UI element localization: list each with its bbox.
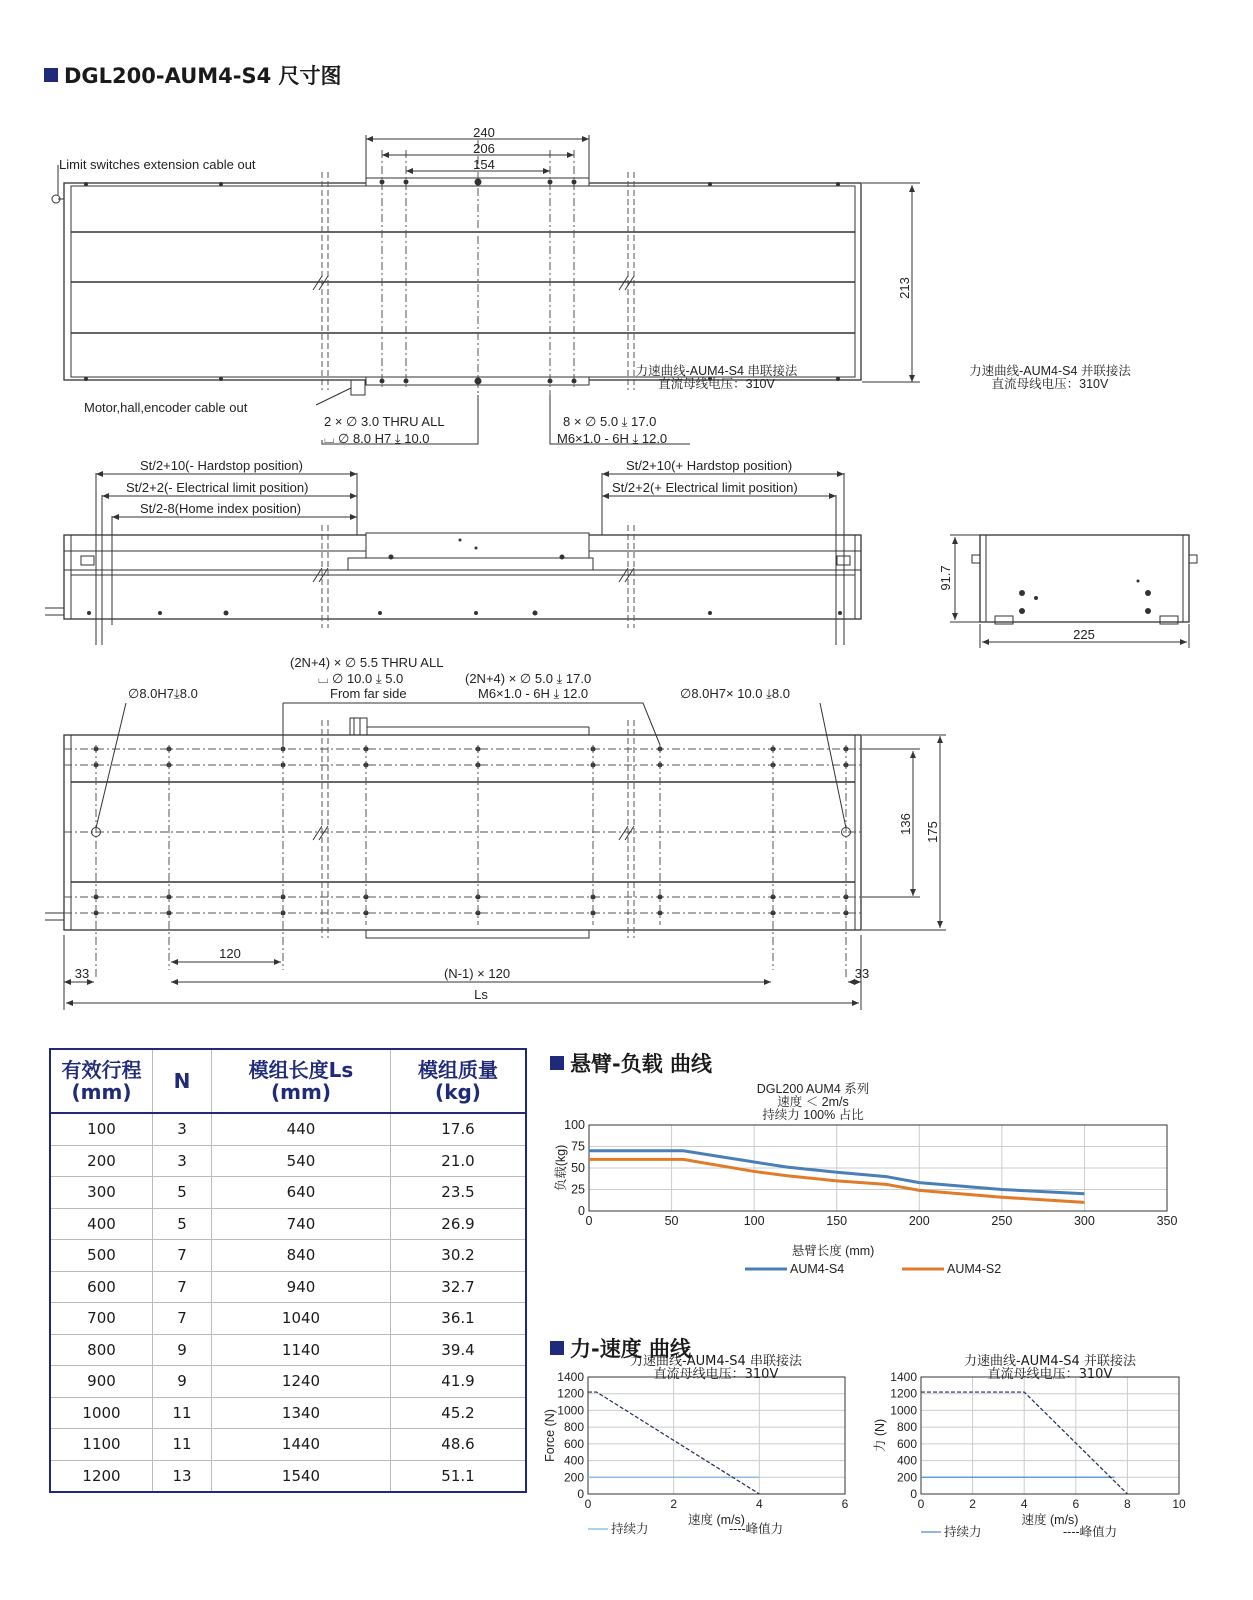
x-tick-label: 6 [1072, 1497, 1080, 1511]
y-axis-label: 负载(kg) [554, 1144, 568, 1192]
dim-ls: Ls [474, 987, 488, 1002]
chart-title: DGL200 AUM4 系列 [756, 1082, 870, 1096]
table-cell: 26.9 [391, 1208, 527, 1240]
x-axis-label: 悬臂长度 (mm) [791, 1244, 875, 1258]
table-cell: 400 [50, 1208, 153, 1240]
neg-hardstop-label: St/2+10(- Hardstop position) [140, 458, 303, 473]
note-tap-a: (2N+4) × ∅ 5.0 ⤓ 17.0 [465, 671, 592, 686]
table-row [50, 1271, 526, 1303]
note-thru-b: ⌴ ∅ 10.0 ⤓ 5.0 [318, 671, 404, 686]
chart-subtitle: 直流母线电压：310V [991, 377, 1109, 391]
legend-label: ----峰值力 [1063, 1525, 1118, 1539]
table-cell: 32.7 [391, 1271, 527, 1303]
y-tick-label: 0 [577, 1487, 584, 1501]
y-tick-label: 600 [896, 1436, 917, 1451]
x-tick-label: 4 [755, 1497, 763, 1511]
x-tick-label: 6 [841, 1497, 849, 1511]
force-section-title: 力-速度 曲线 [550, 1333, 691, 1363]
table-cell: 36.1 [391, 1303, 527, 1335]
dim-240: 240 [473, 125, 495, 140]
table-cell: 11 [153, 1429, 212, 1461]
y-axis-label: Force (N) [543, 1409, 557, 1462]
note-thru-c: From far side [330, 686, 407, 701]
force-chart-title: 力速曲线-AUM4-S4 串联接法 [630, 1354, 802, 1369]
top-view [52, 135, 920, 444]
neg-elec-label: St/2+2(- Electrical limit position) [126, 480, 309, 495]
bullet-square-icon [550, 1056, 564, 1070]
header-n: N [153, 1049, 212, 1113]
table-cell: 1140 [212, 1334, 391, 1366]
spec-table [49, 1048, 527, 1493]
legend-label: 持续力 [944, 1525, 982, 1539]
note-left: ∅8.0H7⤓8.0 [128, 686, 198, 701]
table-cell: 23.5 [391, 1177, 527, 1209]
chart-title: 力速曲线-AUM4-S4 并联接法 [969, 364, 1131, 378]
y-tick-label: 25 [571, 1182, 585, 1197]
y-tick-label: 1200 [890, 1386, 917, 1401]
table-cell: 700 [50, 1303, 153, 1335]
table-row [50, 1303, 526, 1335]
note-tap-b: M6×1.0 - 6H ⤓ 12.0 [478, 686, 589, 701]
y-tick-label: 600 [563, 1436, 584, 1451]
table-cell: 5 [153, 1208, 212, 1240]
hole-note-2a: 8 × ∅ 5.0 ⤓ 17.0 [563, 414, 657, 429]
table-cell: 740 [212, 1208, 391, 1240]
y-tick-label: 800 [563, 1420, 584, 1435]
table-cell: 9 [153, 1366, 212, 1398]
hole-note-1a: 2 × ∅ 3.0 THRU ALL [324, 414, 445, 429]
x-tick-label: 0 [584, 1497, 592, 1511]
y-tick-label: 400 [563, 1453, 584, 1468]
table-cell: 200 [50, 1145, 153, 1177]
chart-subtitle: 持续力 100% 占比 [762, 1108, 864, 1122]
pos-elec-label: St/2+2(+ Electrical limit position) [612, 480, 798, 495]
page-title: DGL200-AUM4-S4 尺寸图 [44, 60, 342, 90]
table-cell: 540 [212, 1145, 391, 1177]
cantilever-section-title: 悬臂-负载 曲线 [550, 1048, 712, 1078]
y-tick-label: 400 [896, 1453, 917, 1468]
x-tick-label: 8 [1124, 1497, 1131, 1511]
dim-206: 206 [473, 141, 495, 156]
x-tick-label: 50 [664, 1214, 679, 1228]
dim-154: 154 [473, 157, 495, 172]
table-row [50, 1334, 526, 1366]
chart-subtitle: 速度 ＜ 2m/s [777, 1095, 849, 1109]
table-cell: 1240 [212, 1366, 391, 1398]
force-chart-subtitle: 直流母线电压：310V [653, 1367, 779, 1382]
x-tick-label: 100 [743, 1214, 765, 1228]
legend-label: ----峰值力 [729, 1522, 784, 1536]
table-cell: 21.0 [391, 1145, 527, 1177]
pos-hardstop-label: St/2+10(+ Hardstop position) [626, 458, 793, 473]
table-cell: 640 [212, 1177, 391, 1209]
table-cell: 300 [50, 1177, 153, 1209]
y-tick-label: 50 [571, 1161, 585, 1175]
x-tick-label: 4 [1020, 1497, 1028, 1511]
x-tick-label: 200 [908, 1214, 930, 1228]
x-tick-label: 2 [670, 1497, 678, 1511]
x-tick-label: 350 [1156, 1214, 1178, 1228]
table-row [50, 1177, 526, 1209]
legend-label: AUM4-S2 [947, 1262, 1002, 1276]
y-tick-label: 200 [896, 1470, 917, 1485]
dim-91-7: 91.7 [938, 565, 953, 591]
bullet-square-icon [550, 1341, 564, 1355]
y-tick-label: 800 [896, 1420, 917, 1435]
home-index-label: St/2-8(Home index position) [140, 501, 302, 516]
table-cell: 13 [153, 1460, 212, 1492]
table-cell: 100 [50, 1113, 153, 1145]
bottom-view [45, 703, 946, 1010]
dim-33-left: 33 [74, 966, 90, 981]
y-tick-label: 200 [563, 1470, 584, 1485]
legend-label: 持续力 [611, 1522, 649, 1536]
table-cell: 9 [153, 1334, 212, 1366]
hole-note-1b: ⌴ ∅ 8.0 H7 ⤓ 10.0 [324, 431, 430, 446]
dim-175: 175 [925, 821, 940, 843]
y-tick-label: 100 [564, 1118, 585, 1132]
table-cell: 39.4 [391, 1334, 527, 1366]
note-right: ∅8.0H7× 10.0 ⤓8.0 [680, 686, 790, 701]
chart-subtitle: 直流母线电压：310V [658, 377, 775, 391]
y-tick-label: 1400 [890, 1370, 917, 1384]
table-cell: 7 [153, 1303, 212, 1335]
legend-label: AUM4-S4 [790, 1262, 845, 1276]
table-row [50, 1397, 526, 1429]
x-tick-label: 0 [917, 1497, 925, 1511]
table-row [50, 1366, 526, 1398]
table-cell: 1200 [50, 1460, 153, 1492]
x-tick-label: 150 [826, 1214, 848, 1228]
table-row [50, 1429, 526, 1461]
x-tick-label: 10 [1172, 1497, 1186, 1511]
table-cell: 30.2 [391, 1240, 527, 1272]
x-tick-label: 250 [991, 1214, 1013, 1228]
x-axis-label: 速度 (m/s) [688, 1513, 745, 1527]
table-cell: 800 [50, 1334, 153, 1366]
y-tick-label: 1200 [557, 1386, 584, 1401]
table-cell: 48.6 [391, 1429, 527, 1461]
table-row [50, 1145, 526, 1177]
cantilever-load-chart [545, 1083, 1225, 1333]
table-cell: 51.1 [391, 1460, 527, 1492]
chart-title: 力速曲线-AUM4-S4 串联接法 [635, 364, 798, 378]
table-cell: 1440 [212, 1429, 391, 1461]
table-header-row [50, 1049, 526, 1113]
y-tick-label: 75 [571, 1139, 585, 1154]
table-cell: 600 [50, 1271, 153, 1303]
y-axis-label: 力 (N) [873, 1418, 887, 1453]
x-tick-label: 300 [1073, 1214, 1095, 1228]
limit-switch-label: Limit switches extension cable out [59, 157, 256, 172]
table-cell: 7 [153, 1240, 212, 1272]
x-axis-label: 速度 (m/s) [1021, 1513, 1079, 1527]
dim-225: 225 [1073, 627, 1095, 642]
motor-cable-label: Motor,hall,encoder cable out [84, 400, 248, 415]
y-tick-label: 0 [910, 1487, 917, 1501]
table-cell: 41.9 [391, 1366, 527, 1398]
header-length: 模组长度Ls (mm) [212, 1049, 391, 1113]
plot-frame [588, 1377, 845, 1494]
table-cell: 840 [212, 1240, 391, 1272]
x-tick-label: 2 [969, 1497, 976, 1511]
table-cell: 900 [50, 1366, 153, 1398]
table-cell: 1100 [50, 1429, 153, 1461]
dim-33-right: 33 [854, 966, 870, 981]
table-cell: 5 [153, 1177, 212, 1209]
y-tick-label: 1000 [890, 1403, 917, 1418]
table-row [50, 1208, 526, 1240]
header-stroke: 有效行程 (mm) [50, 1049, 153, 1113]
note-thru-a: (2N+4) × ∅ 5.5 THRU ALL [290, 655, 444, 670]
table-cell: 1340 [212, 1397, 391, 1429]
dim-120: 120 [219, 946, 241, 961]
table-cell: 1540 [212, 1460, 391, 1492]
table-row [50, 1460, 526, 1492]
table-cell: 440 [212, 1113, 391, 1145]
y-tick-label: 0 [578, 1204, 585, 1218]
table-row [50, 1113, 526, 1145]
table-cell: 17.6 [391, 1113, 527, 1145]
y-tick-label: 1400 [557, 1370, 584, 1384]
table-cell: 1000 [50, 1397, 153, 1429]
table-cell: 940 [212, 1271, 391, 1303]
dim-213: 213 [897, 277, 912, 299]
dim-136: 136 [898, 813, 913, 835]
table-cell: 7 [153, 1271, 212, 1303]
header-mass: 模组质量 (kg) [391, 1049, 527, 1113]
y-tick-label: 1000 [557, 1403, 584, 1418]
table-cell: 1040 [212, 1303, 391, 1335]
table-cell: 45.2 [391, 1397, 527, 1429]
table-cell: 500 [50, 1240, 153, 1272]
force-chart-title: 力速曲线-AUM4-S4 并联接法 [964, 1354, 1136, 1369]
dim-pitch: (N-1) × 120 [443, 966, 511, 981]
side-view [45, 473, 1197, 648]
plot-frame [921, 1377, 1179, 1494]
table-cell: 11 [153, 1397, 212, 1429]
x-tick-label: 0 [585, 1214, 593, 1228]
table-cell: 3 [153, 1113, 212, 1145]
hole-note-2b: M6×1.0 - 6H ⤓ 12.0 [557, 431, 668, 446]
force-chart-subtitle: 直流母线电压：310V [987, 1367, 1113, 1382]
table-row [50, 1240, 526, 1272]
table-cell: 3 [153, 1145, 212, 1177]
